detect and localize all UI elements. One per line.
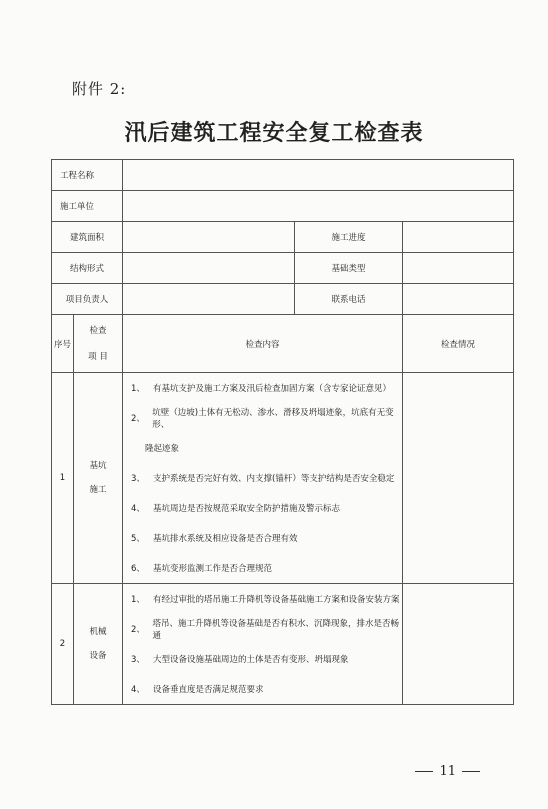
value-building-area[interactable] — [123, 222, 295, 253]
section-content-1 — [123, 373, 403, 584]
header-seq: 序号 — [52, 315, 74, 373]
header-check-item-bottom: 项 目 — [88, 351, 108, 362]
header-check-item-top: 检查 — [89, 325, 107, 336]
row-construction-unit — [52, 191, 514, 222]
section-category-2 — [74, 584, 123, 705]
label-foundation-type: 基础类型 — [295, 253, 403, 284]
label-project-manager: 项目负责人 — [52, 284, 123, 315]
section-content-2 — [123, 584, 403, 705]
check-item: 2、 塔吊、施工升降机等设备基础是否有积水、沉降现象，排水是否畅通 — [131, 619, 400, 641]
page-dash-right — [462, 771, 480, 772]
inspection-table — [51, 159, 514, 705]
section-seq-2: 2 — [52, 584, 74, 705]
check-item: 4、 设备垂直度是否满足规范要求 — [131, 685, 264, 695]
value-structure-type[interactable] — [123, 253, 295, 284]
check-item: 2、 坑壁（边坡)土体有无松动、渗水、滑移及坍塌迹象，坑底有无变形、 — [131, 408, 394, 430]
section-category-2-top: 机械 — [89, 627, 107, 637]
page-number-text: 11 — [439, 764, 456, 779]
section-status-2[interactable] — [403, 584, 514, 705]
label-building-area: 建筑面积 — [52, 222, 123, 253]
value-project-name[interactable] — [123, 160, 514, 191]
row-building-area — [52, 222, 514, 253]
page-number — [409, 764, 486, 779]
row-structure-type — [52, 253, 514, 284]
header-content: 检查内容 — [123, 315, 403, 373]
check-item: 3、 支护系统是否完好有效、内支撑(锚杆）等支护结构是否安全稳定 — [131, 474, 395, 484]
label-project-name: 工程名称 — [52, 160, 123, 191]
value-phone[interactable] — [403, 284, 514, 315]
value-foundation-type[interactable] — [403, 253, 514, 284]
section-seq-1: 1 — [52, 373, 74, 584]
check-item: 5、 基坑排水系统及相应设备是否合理有效 — [131, 534, 298, 544]
row-project-manager — [52, 284, 514, 315]
check-item: 1、 有基坑支护及施工方案及汛后检查加固方案（含专家论证意见） — [131, 384, 392, 394]
section-category-2-bottom: 设备 — [89, 651, 107, 661]
label-progress: 施工进度 — [295, 222, 403, 253]
check-item: 4、 基坑周边是否按规范采取安全防护措施及警示标志 — [131, 504, 341, 514]
section-row-2 — [52, 584, 514, 705]
attachment-label: 附件 2: — [72, 80, 127, 98]
header-check-item — [74, 315, 123, 373]
value-construction-unit[interactable] — [123, 191, 514, 222]
value-project-manager[interactable] — [123, 284, 295, 315]
section-category-1 — [74, 373, 123, 584]
page-dash-left — [415, 771, 433, 772]
header-status: 检查情况 — [403, 315, 514, 373]
page-title: 汛后建筑工程安全复工检查表 — [124, 120, 424, 146]
header-row — [52, 315, 514, 373]
section-category-1-bottom: 施工 — [89, 485, 107, 495]
section-row-1 — [52, 373, 514, 584]
check-item: 1、 有经过审批的塔吊施工升降机等设备基础施工方案和设备安装方案 — [131, 595, 400, 605]
row-project-name — [52, 160, 514, 191]
label-phone: 联系电话 — [295, 284, 403, 315]
section-status-1[interactable] — [403, 373, 514, 584]
check-item: 6、 基坑变形监测工作是否合理规范 — [131, 564, 273, 574]
label-construction-unit: 施工单位 — [52, 191, 123, 222]
label-structure-type: 结构形式 — [52, 253, 123, 284]
value-progress[interactable] — [403, 222, 514, 253]
check-item-continuation: 隆起迹象 — [145, 444, 180, 454]
check-item: 3、 大型设备设施基础周边的土体是否有变形、坍塌现象 — [131, 655, 349, 665]
section-category-1-top: 基坑 — [89, 461, 107, 471]
